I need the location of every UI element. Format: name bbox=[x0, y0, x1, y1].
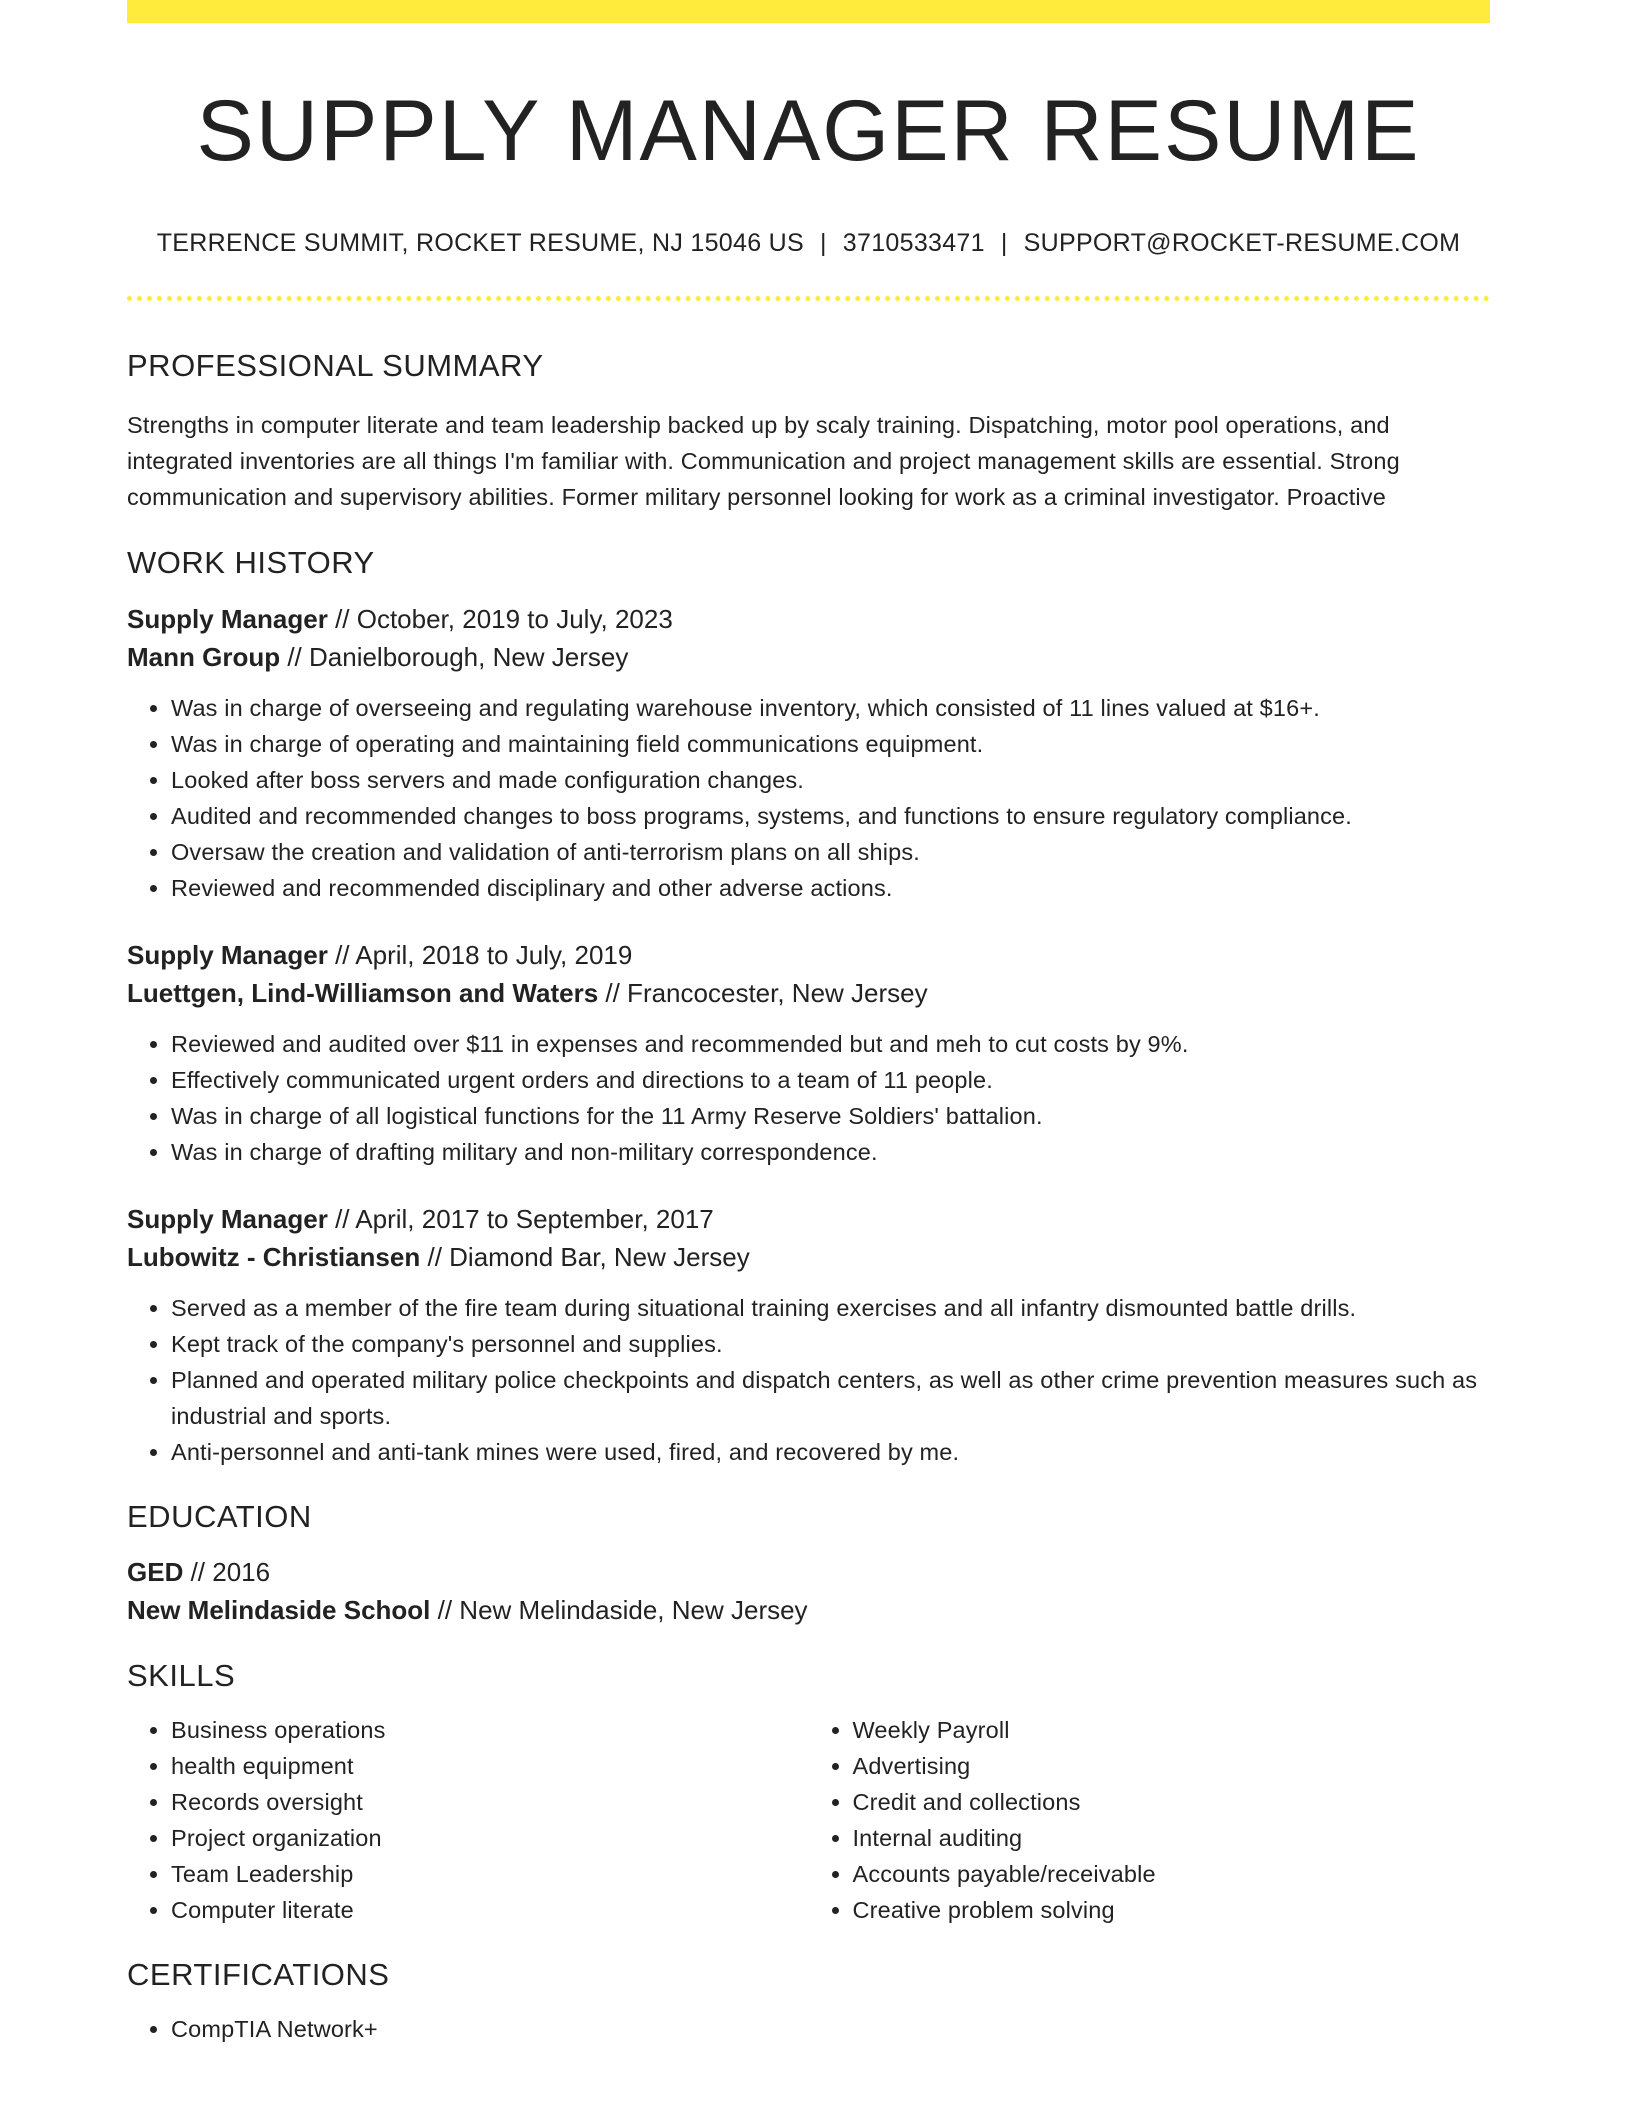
skill-item: • Computer literate bbox=[171, 1892, 809, 1928]
contact-phone: 3710533471 bbox=[842, 229, 985, 258]
certification-item: • CompTIA Network+ bbox=[171, 2011, 1490, 2047]
dotted-divider bbox=[127, 296, 1490, 301]
skills-columns bbox=[127, 1712, 1490, 1928]
education-location: // New Melindaside, New Jersey bbox=[437, 1594, 808, 1625]
job-title-line bbox=[127, 600, 1490, 638]
job-bullet: • Reviewed and recommended disciplinary and other adverse actions. bbox=[171, 870, 1490, 906]
contact-separator: | bbox=[1000, 229, 1008, 258]
contact-separator: | bbox=[820, 229, 827, 258]
job-bullet: • Oversaw the creation and validation of anti-terrorism plans on all ships. bbox=[171, 834, 1490, 870]
summary-text: Strengths in computer literate and team leadership backed up by scaly training. Dispatching, motor pool operations, and integrated inventories are all things I'm familiar with. Communication and project management skills are essential. Strong communication and supervisory abilities. Former military personnel looking for work as a criminal investigator. Proactive bbox=[127, 411, 1400, 510]
job-bullet: • Reviewed and audited over $11 in expenses and recommended but and meh to cut costs by 9%. bbox=[171, 1026, 1490, 1062]
job-entry bbox=[127, 936, 1490, 1170]
job-company-line bbox=[127, 638, 1490, 676]
skill-item: • Business operations bbox=[171, 1712, 809, 1748]
job-bullet: • Was in charge of drafting military and non-military correspondence. bbox=[171, 1134, 1490, 1170]
skill-item: • Credit and collections bbox=[853, 1784, 1491, 1820]
education-school-line bbox=[127, 1591, 1490, 1629]
job-company-line bbox=[127, 1238, 1490, 1276]
job-bullet: • Was in charge of overseeing and regulating warehouse inventory, which consisted of 11 lines valued at $16+. bbox=[171, 690, 1490, 726]
job-bullet: • Kept track of the company's personnel and supplies. bbox=[171, 1326, 1490, 1362]
job-dates: // April, 2017 to September, 2017 bbox=[335, 1203, 714, 1234]
job-bullet: • Was in charge of all logistical functions for the 11 Army Reserve Soldiers' battalion. bbox=[171, 1098, 1490, 1134]
skills-heading: SKILLS bbox=[127, 1657, 236, 1693]
certifications-heading: CERTIFICATIONS bbox=[127, 1957, 390, 1993]
job-bullet: • Planned and operated military police checkpoints and dispatch centers, as well as other crime prevention measures such as industrial and sports. bbox=[171, 1362, 1490, 1434]
skill-item: • Weekly Payroll bbox=[853, 1712, 1491, 1748]
job-company-line bbox=[127, 974, 1490, 1012]
skill-item: • Advertising bbox=[853, 1748, 1491, 1784]
contact-address: TERRENCE SUMMIT, ROCKET RESUME, NJ 15046 US bbox=[156, 229, 804, 258]
resume-title: SUPPLY MANAGER RESUME bbox=[196, 83, 1421, 179]
job-title: Supply Manager bbox=[127, 603, 328, 634]
skill-item: • health equipment bbox=[171, 1748, 809, 1784]
contact-email: SUPPORT@ROCKET-RESUME.COM bbox=[1023, 229, 1461, 258]
job-title-line bbox=[127, 1200, 1490, 1238]
job-location: // Diamond Bar, New Jersey bbox=[427, 1241, 750, 1272]
job-bullets bbox=[127, 1026, 1490, 1170]
education-entry bbox=[127, 1553, 1490, 1629]
job-title: Supply Manager bbox=[127, 939, 328, 970]
skill-item: • Team Leadership bbox=[171, 1856, 809, 1892]
job-company: Mann Group bbox=[127, 641, 281, 672]
certifications-list bbox=[127, 2011, 1490, 2047]
skill-item: • Internal auditing bbox=[853, 1820, 1491, 1856]
job-bullet: • Effectively communicated urgent orders and directions to a team of 11 people. bbox=[171, 1062, 1490, 1098]
education-heading: EDUCATION bbox=[127, 1498, 312, 1534]
skills-list-left bbox=[127, 1712, 809, 1928]
job-dates: // October, 2019 to July, 2023 bbox=[335, 603, 673, 634]
skill-item: • Creative problem solving bbox=[853, 1892, 1491, 1928]
summary-heading: PROFESSIONAL SUMMARY bbox=[127, 348, 544, 384]
job-location: // Francocester, New Jersey bbox=[605, 977, 928, 1008]
education-school: New Melindaside School bbox=[127, 1594, 431, 1625]
job-bullet: • Served as a member of the fire team during situational training exercises and all infantry dismounted battle drills. bbox=[171, 1290, 1490, 1326]
skills-list-right bbox=[809, 1712, 1491, 1928]
accent-top-bar bbox=[127, 0, 1490, 23]
job-bullet: • Audited and recommended changes to boss programs, systems, and functions to ensure regulatory compliance. bbox=[171, 798, 1490, 834]
job-bullet: • Anti-personnel and anti-tank mines were used, fired, and recovered by me. bbox=[171, 1434, 1490, 1470]
job-entry bbox=[127, 600, 1490, 906]
education-degree-line bbox=[127, 1553, 1490, 1591]
skill-item: • Project organization bbox=[171, 1820, 809, 1856]
job-title-line bbox=[127, 936, 1490, 974]
job-company: Luettgen, Lind-Williamson and Waters bbox=[127, 977, 599, 1008]
job-company: Lubowitz - Christiansen bbox=[127, 1241, 421, 1272]
work-history-heading: WORK HISTORY bbox=[127, 544, 375, 580]
job-dates: // April, 2018 to July, 2019 bbox=[335, 939, 633, 970]
job-entry bbox=[127, 1200, 1490, 1470]
skill-item: • Accounts payable/receivable bbox=[853, 1856, 1491, 1892]
job-location: // Danielborough, New Jersey bbox=[287, 641, 629, 672]
resume-page bbox=[127, 0, 1490, 2047]
education-degree: GED bbox=[127, 1556, 184, 1587]
skill-item: • Records oversight bbox=[171, 1784, 809, 1820]
job-bullets bbox=[127, 690, 1490, 906]
contact-line bbox=[127, 229, 1490, 258]
education-year: // 2016 bbox=[190, 1556, 271, 1587]
job-bullet: • Was in charge of operating and maintaining field communications equipment. bbox=[171, 726, 1490, 762]
job-title: Supply Manager bbox=[127, 1203, 328, 1234]
job-bullet: • Looked after boss servers and made configuration changes. bbox=[171, 762, 1490, 798]
job-bullets bbox=[127, 1290, 1490, 1470]
